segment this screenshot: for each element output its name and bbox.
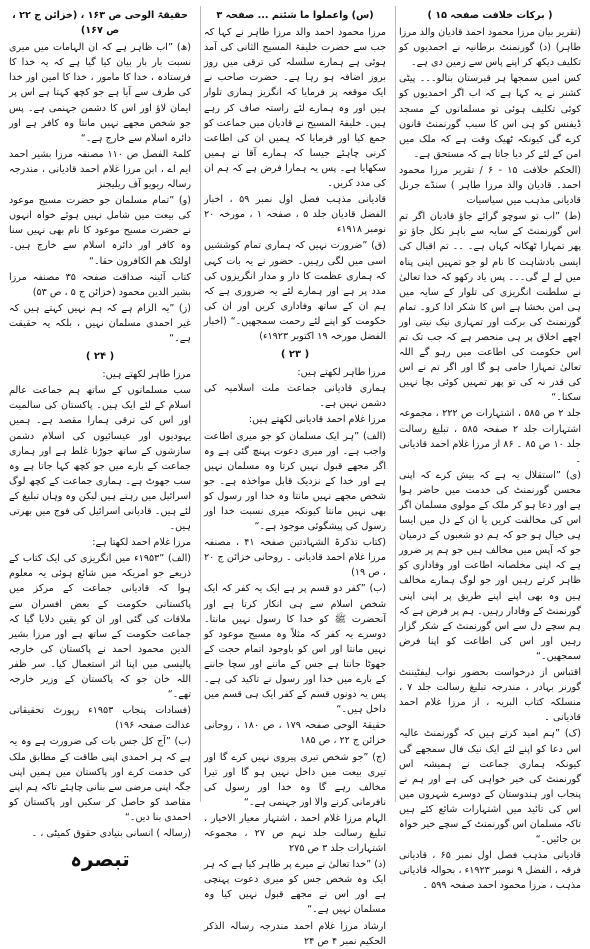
paragraph: (ج) ”جو شخص تیری پیروی نہیں کرے گا اور تیری بیعت میں داخل نہیں ہو گا اور تیرا مخالف رہے گا وہ خدا اور رسول کی نافرمانی کرنے والا اور جہنمی ہے۔“ xyxy=(204,751,386,808)
paragraph: (رسالہ ) انسانی بنیادی حقوق کمیٹی ، ۔ xyxy=(31,827,191,839)
paragraph: (ی) ”استقلال یہ ہے کہ بیش کرے کہ اپنی محسن گورنمنٹ کی خدمت میں حاضر ہوا ہے اور دعا ہو کر ملک کے مولوی مسلمان اگر اس کی مخالفت کریں یا ان کے دل میں ایسا ہی خیال ہو جو کہ ہم دو شعبوں کے درمیان جو کہ آپس میں مخالف ہیں جو ہم پر ضرور ہے کہ اپنی مخلصانہ اطاعت اور وفاداری کو ظاہر کرتے رہیں اور جو لوگ ہمارے مخالف ہیں وہ بھی اپنے اپنے طریق پر اپنی اپنی گورنمنٹ کے وفادار رہیں۔ ہم پر فرض ہے کہ ہم سچے دل سے اس گورنمنٹ کے شکر گزار رہیں اور اس کی اطاعت کو اپنا فرض سمجھیں۔“ xyxy=(399,469,581,662)
paragraph: (ز) ”یہ الزام ہے کہ ہم نہیں کہتے ہیں کہ غیر احمدی مسلمان نہیں ، بلکہ یہ حقیقت ہے۔“ xyxy=(9,302,191,344)
paragraph: کلمۃ الفصل ص ۱۱۰ مصنفہ مرزا بشیر احمد ایم اے ، ابن مرزا غلام احمد قادیانی ، مندرجہ رسالہ ریویو آف ریلیجنز xyxy=(9,148,192,191)
paragraph: (فسادات پنجاب ۱۹۵۳ء رپورٹ تحقیقاتی عدالت صفحہ ۱۹۶) xyxy=(9,705,191,732)
paragraph: (کتاب تذکرۃ الشہادتین صفحہ ۴۱ ، مصنفہ مرزا غلام احمد قادیانی ۔ روحانی خزائن ج ۲۰ ، ص ۱۹) xyxy=(204,537,386,579)
paragraph: قادیانی مذہب فصل اول نمبر ۶۵ ، قادیانی فرقہ ، الفضل ۹ نومبر ۱۹۲۳ء ، بحوالہ قادیانی مذہب ، مرزا محمود احمد صفحہ ۵۹۹ ۔ xyxy=(399,850,582,892)
paragraph: اقتباس از درخواست بحضور نواب لیفٹیننٹ گورنر بہادر ، مندرجہ تبلیغ رسالت جلد ۷ ، منسلکہ کتاب البریہ ، از مرزا غلام احمد قادیانی ۔ xyxy=(399,667,581,724)
paragraph: (ھ) ”اب ظاہر ہے کہ ان الہامات میں میری نسبت بار بار بیان کیا گیا ہے کہ یہ خدا کا فرستادہ ، خدا کا مامور ، خدا کا امین اور خدا کی طرف سے آیا ہے جو کچھ کہتا ہے اس پر ایمان لاؤ اور اس کا دشمن جہنمی ہے۔ پس جو شخص مجھے نہیں مانتا وہ کافر ہے اور دائرہ اسلام سے خارج ہے۔“ xyxy=(9,42,191,144)
bottom-title: تبصرہ xyxy=(70,847,130,872)
paragraph: مرزا طاہر لکھتے ہیں: xyxy=(102,369,191,381)
section-number: ( ۲۳ ) xyxy=(280,349,310,361)
paragraph: (تقریر بیان مرزا محمود احمد قادیان والد مرزا طاہر) (د) گورنمنٹ برطانیہ نے احمدیوں کو تکلیف دیکھ کر اپنے پاس سے زمین دی ہے۔ xyxy=(399,27,581,69)
column-heading: حقیقۃ الوحی ص ۱۶۳ ، (خزائن ج ۲۲ ، ص ۱۶۷) xyxy=(12,10,188,37)
paragraph: (ق) ”ضرورت نہیں کہ ہماری تمام کوششیں اسی میں لگی رہیں۔ حضور نے یہ بات کہی کہ ہماری عظمت کا دار و مدار انگریزوں کی مدد پر ہے اور ہمارے لئے یہ ضروری ہے کہ ہم ان کے ساتھ وفاداری کریں اور ان کی حکومت کو اپنے لئے رحمت سمجھیں۔“ (اخبار الفضل مورخہ ۱۹ اکتوبر ۱۹۲۳ء) xyxy=(204,240,386,342)
paragraph: (ط) ”اب تو سوچو گرائے جاؤ قادیان اگر تم اس گورنمنٹ کے سایہ سے باہر نکل جاؤ تو پھر تمہارا ٹھکانہ کہاں ہے۔ ۔۔ تم اقبال کی ایسی بادشاہت کا نام لو جو تمہیں اپنی پناہ میں لے لے گی۔۔۔ پس یاد رکھو کہ خدا تعالیٰ نے سلطنت انگریزی کی تلوار کے سایہ میں ہی امن بخشا ہے اس کا شکر ادا کرو۔ تمام گورنمنٹ کی برکت اور تمہاری نیک نیتی اور اچھے اخلاق پر ہی منحصر ہے کہ جب تک تم اس حکومت کی اطاعت میں رہو گے اللہ تعالیٰ تمہارا حامی ہو گا اور اگر تم نے اس کی قدر نہ کی تو پھر تمہیں کوئی بچا نہیں سکتا۔“ xyxy=(399,211,581,404)
paragraph: (د) ”خدا تعالیٰ نے میرے پر ظاہر کیا ہے کہ ہر ایک وہ شخص جس کو میری دعوت پہنچی ہے اور اس نے مجھے قبول نہیں کیا وہ مسلمان نہیں ہے۔“ xyxy=(204,859,386,916)
paragraph: ارشاد مرزا غلام احمد مندرجہ رسالہ الذکر الحکیم نمبر ۴ ص ۲۴ xyxy=(204,920,386,947)
paragraph: (ب) ”آج کل جس بات کی ضرورت ہے وہ یہ ہے کہ ہر احمدی اپنی طاقت کے مطابق ملک کی خدمت کرے اور پاکستان میں ہمیں اپنی جگہ اپنی مرضی سے بنانی چاہئے تاکہ ہم اپنے مقاصد کو حاصل کر سکیں اور پاکستان کو احمدی بنا دیں۔“ xyxy=(9,736,191,823)
paragraph: (الف) ”۱۹۵۳ء میں انگریزی کی ایک کتاب کے ذریعے جو امریکہ میں شائع ہوئی یہ معلوم ہوا کہ قادیانی جماعت کے مرکز میں پاکستانی حکومت کے بعض افسران سے ملاقات کی گئی اور ان کو یقین دلایا گیا کہ جماعت حکومت کے ساتھ ہے اور مرزا بشیر الدین محمود احمد نے پاکستان کی خارجہ پالیسی میں اپنا اثر استعمال کیا۔ سر ظفر اللہ خان جو کہ پاکستان کے وزیر خارجہ تھے۔“ xyxy=(9,553,191,701)
paragraph: (الحکم خلافت ۱۵ - ۶ / تقریر مرزا محمود احمد۔ قادیان والد مرزا طاہر ) سنڈے جرنل قادیانی مذہب میں سیاسیات xyxy=(399,164,581,207)
paragraph: حقیقۃ الوحی صفحہ ۱۷۹ ، ص ۱۸۰ ، روحانی خزائن ج ۲۲ ، ص ۱۸۵ xyxy=(204,720,386,747)
paragraph: الہام مرزا غلام احمد ، اشتہار معیار الاخیار ، تبلیغ رسالت جلد نہم ص ۲۷ ، مجموعہ اشتہارات جلد ۳ ص ۲۷۵ xyxy=(204,812,386,855)
paragraph: سب مسلمانوں کے ساتھ ہم جماعت عالم اسلام کے لئے ایک ہیں۔ پاکستان کی سالمیت اور اس کی ترقی ہمارا مقصد ہے۔ ہمیں یہودیوں اور عیسائیوں کی اسلام دشمن سازشوں کے ساتھ جوڑنا غلط ہے اور ہماری جماعت کے بارے میں جو کچھ کہا جاتا ہے وہ سب جھوٹ ہے۔ ہماری جماعت کے کچھ لوگ اسرائیل میں رہتے ہیں لیکن وہ وہاں تبلیغ کے لئے ہیں۔ قادیانی اسرائیل کی فوج میں بھرتی ہیں۔ xyxy=(9,385,191,533)
paragraph: مرزا غلام احمد لکھتا ہے: xyxy=(92,537,191,549)
section-number: ( ۲۴ ) xyxy=(85,351,115,363)
paragraph: مرزا غلام احمد قادیانی لکھتے ہیں: xyxy=(248,414,386,426)
paragraph: مرزا طاہر لکھتے ہیں: xyxy=(297,367,386,379)
text-column-right xyxy=(395,6,584,892)
paragraph: (ب) ”کفر دو قسم پر ہے ایک یہ کفر کہ ایک شخص اسلام سے ہی انکار کرتا ہے اور آنحضرت ﷺ کو خدا کا رسول نہیں مانتا۔ دوسرے یہ کفر کہ مثلاً وہ مسیح موعود کو نہیں مانتا اور اس کو باوجود اتمام حجت کے جھوٹا جانتا ہے جس کے ماننے اور سچا جاننے کے بارے میں خدا اور رسول نے تاکید کی ہے۔ پس یہ دونوں قسم کے کفر ایک ہی قسم میں داخل ہیں۔“ xyxy=(204,583,386,716)
text-column-middle xyxy=(200,6,389,947)
column-heading: (س) واعملوا ما شئتم ... صفحہ ۳ xyxy=(216,10,374,21)
paragraph: کس امیں سمجھا ہر قبرستان بنالو۔۔۔ پیٹی کشنر نے یہ کہا ہے کہ اب اگر احمدیوں کو کوئی تکلیف ہوئی تو مسلمانوں کے مسجد ڈیفنس کو ہی اس کا سبب گورنمنٹ قانون کرے گی کیونکہ ٹھیک وقت ہے کہ ملک میں امن کے لئے کر دیا جاتا ہے کہ مستحق ہے۔ xyxy=(399,73,581,160)
paragraph: جلد ۲ ص ۵۸۵ ، اشتہارات ص ۲۲۲ ، مجموعہ اشتہارات جلد ۲ صفحہ ۵۸۵ ، تبلیغ رسالت جلد ۱۰ ص ۸۵ ۔ ۸۶ از مرزا غلام احمد قادیانی ۔ xyxy=(399,408,581,465)
paragraph: (و) ”تمام مسلمان جو حضرت مسیح موعود کی بیعت میں شامل نہیں ہوئے خواہ انہوں نے حضرت مسیح موعود کا نام بھی نہیں سنا وہ کافر اور دائرہ اسلام سے خارج ہیں۔ اولئک ھم الکافرون حقا۔“ xyxy=(9,195,191,267)
column-heading: ( برکات خلافت صفحہ ۱۵ ) xyxy=(427,10,553,21)
paragraph: (ک) ”ہم امید کرتے ہیں کہ گورنمنٹ عالیہ اس دعا کو اپنے لئے ایک نیک فال سمجھے گی کیونکہ ہماری جماعت نے ہمیشہ اس گورنمنٹ کی خیر خواہی کی ہے اور ہم نے پنجاب اور ہندوستان کے دوسرے شہروں میں اس کی تائید میں اشتہارات شائع کئے ہیں تاکہ مسلمان اس گورنمنٹ کے سچے خیر خواہ بن جائیں۔“ xyxy=(399,728,581,846)
text-column-left xyxy=(6,6,194,872)
paragraph: قادیانی مذہب فصل اول نمبر ۵۹ ، اخبار الفضل قادیان جلد ۵ ، صفحہ ۱ ، مورخہ ۲۰ نومبر ۱۹۱۸ء xyxy=(204,194,386,236)
paragraph: مرزا محمود احمد والد مرزا طاہر نے کہا کہ جب سے حضرت خلیفۃ المسیح الثانی کی آمد ہوئی ہے ہمارے سلسلہ کی ترقی میں روز بروز اضافہ ہو رہا ہے۔ حضرت صاحب نے ایک موقعہ پر فرمایا کہ انگریز ہماری تلوار ہیں اور وہ ہمارے لئے راستہ صاف کر رہے ہیں۔ خلیفۃ المسیح نے قادیان میں جماعت کو جمع کیا اور فرمایا کہ ہمیں ان کی اطاعت کرنی چاہئے جیسا کہ ہمارے آقا نے ہمیں سکھایا ہے۔ پس یہ ہمارا فرض ہے کہ ہم ان کی مدد کریں۔ xyxy=(204,27,386,190)
paragraph: ہماری قادیانی جماعت ملت اسلامیہ کی دشمن نہیں ہے۔ xyxy=(204,383,386,410)
paragraph: کتاب آئینہ صداقت صفحہ ۳۵ مصنفہ مرزا بشیر الدین محمود (خزائن ج ۵ ، ص ۵۳) xyxy=(9,271,191,298)
paragraph: (الف) ”ہر ایک مسلمان کو جو میری اطاعت واجب ہے۔ اور میری دعوت پہنچ گئی ہے وہ اگر مجھے قبول نہیں کرتا وہ مسلمان نہیں ہے اور خدا کے نزدیک قابل مواخذہ ہے۔ جو شخص مجھے نہیں مانتا وہ خدا اور رسول کو بھی نہیں مانتا کیونکہ میری نسبت خدا اور رسول کی پیشگوئی موجود ہے۔“ xyxy=(204,430,386,533)
